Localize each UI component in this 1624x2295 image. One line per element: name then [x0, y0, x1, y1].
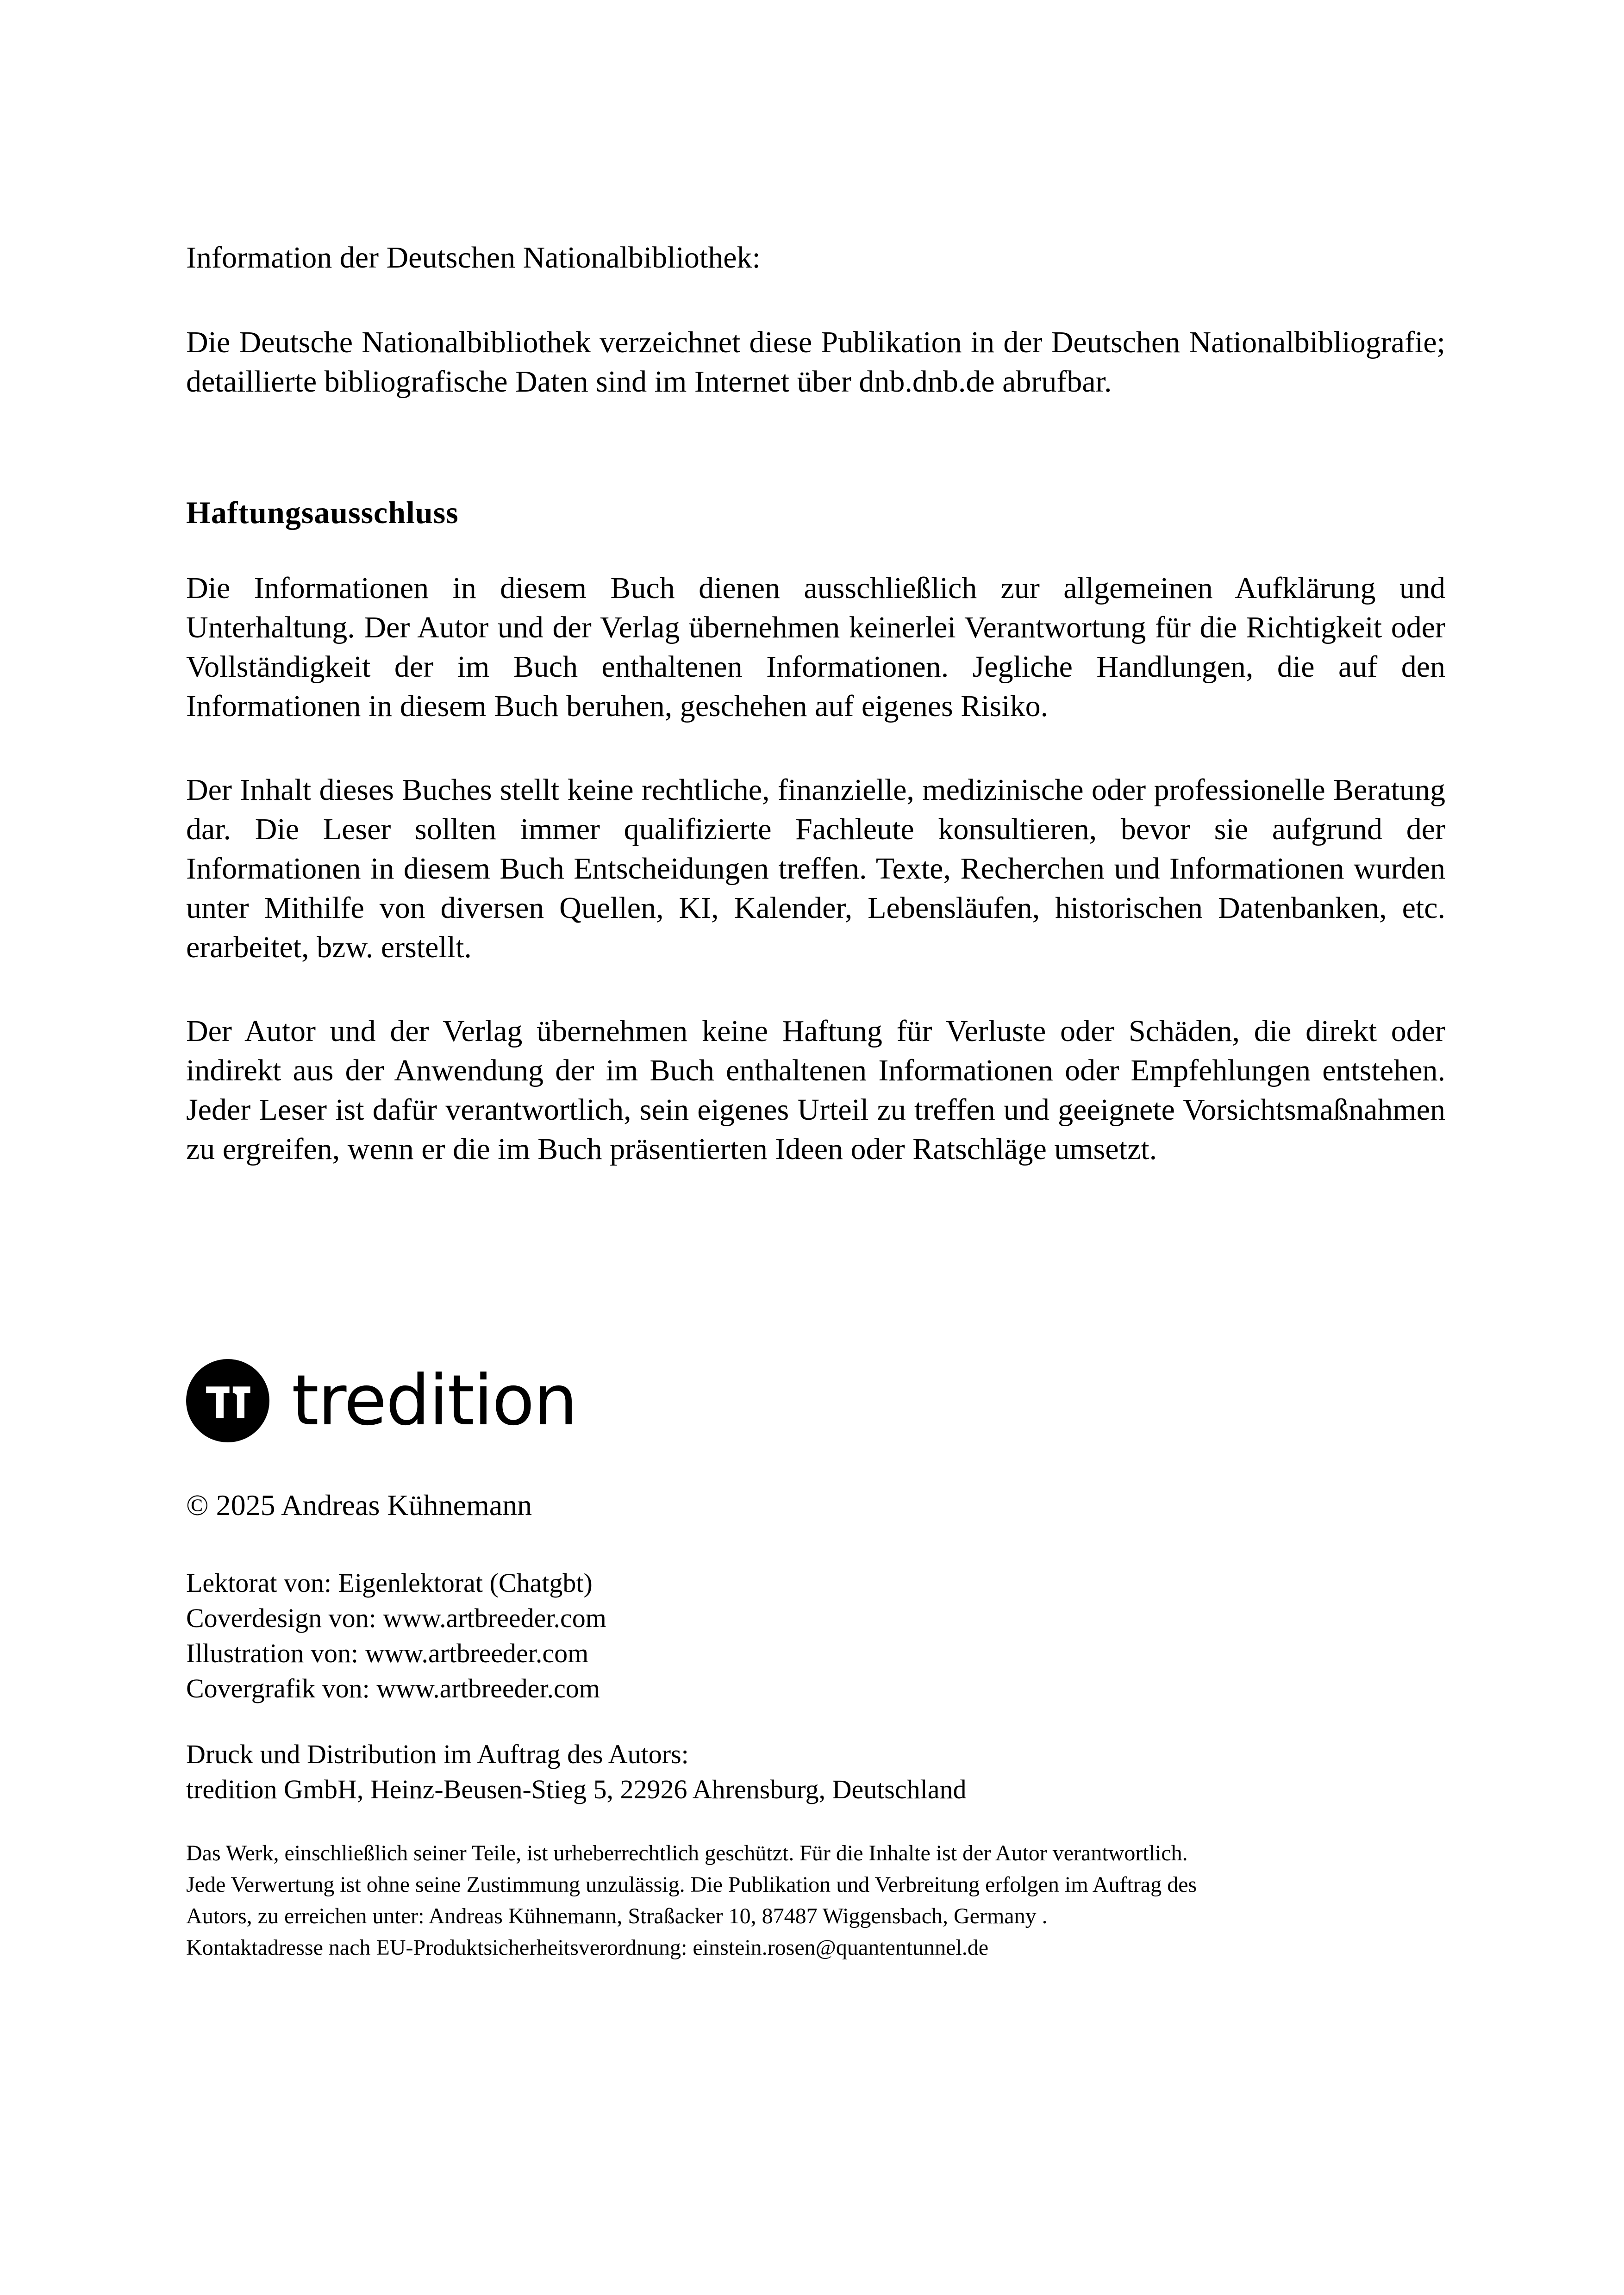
- credit-line: Illustration von: www.artbreeder.com: [186, 1638, 589, 1668]
- publisher-logo: [186, 1359, 577, 1442]
- tredition-logo-icon: [186, 1359, 269, 1442]
- legal-line: Autors, zu erreichen unter: Andreas Kühnemann, Straßacker 10, 87487 Wiggensbach, Germany .: [186, 1904, 1048, 1928]
- cip-body: Die Deutsche Nationalbibliothek verzeichnet diese Publikation in der Deutschen Nationalbibliografie; detaillierte bibliografische Daten sind im Internet über dnb.dnb.de abrufbar.: [186, 325, 1445, 399]
- credit-line: Coverdesign von: www.artbreeder.com: [186, 1603, 606, 1633]
- copyright-notice: © 2025 Andreas Kühnemann: [186, 1489, 532, 1522]
- legal-line: Das Werk, einschließlich seiner Teile, ist urheberrechtlich geschützt. Für die Inhalte ist der Autor verantwortlich.: [186, 1841, 1188, 1865]
- logo-wordmark: tredition: [292, 1360, 577, 1441]
- disclaimer-paragraph: Der Autor und der Verlag übernehmen keine Haftung für Verluste oder Schäden, die direkt oder indirekt aus der Anwendung der im Buch enthaltenen Informationen oder Empfehlungen entstehen. Jeder Leser ist dafür verantwortlich, sein eigenes Urteil zu treffen und geeignete Vorsichtsmaßnahmen zu ergreifen, wenn er die im Buch präsentierten Ideen oder Ratschläge umsetzt.: [186, 1014, 1445, 1166]
- printing-line: tredition GmbH, Heinz-Beusen-Stieg 5, 22926 Ahrensburg, Deutschland: [186, 1774, 967, 1804]
- credits-block: [186, 1565, 1445, 1706]
- printing-line: Druck und Distribution im Auftrag des Autors:: [186, 1739, 689, 1769]
- disclaimer-paragraph: Der Inhalt dieses Buches stellt keine rechtliche, finanzielle, medizinische oder professionelle Beratung dar. Die Leser sollten immer qualifizierte Fachleute konsultieren, bevor sie aufgrund der Informationen in diesem Buch Entscheidungen treffen. Texte, Recherchen und Informationen wurden unter Mithilfe von diversen Quellen, KI, Kalender, Lebensläufen, historischen Datenbanken, etc. erarbeitet, bzw. erstellt.: [186, 773, 1445, 964]
- printing-block: [186, 1737, 1445, 1807]
- credit-line: Lektorat von: Eigenlektorat (Chatgbt): [186, 1568, 593, 1598]
- disclaimer-heading: Haftungsausschluss: [186, 495, 459, 530]
- legal-notice: [186, 1838, 1445, 1964]
- legal-line: Jede Verwertung ist ohne seine Zustimmung unzulässig. Die Publikation und Verbreitung erfolgen im Auftrag des: [186, 1872, 1197, 1897]
- cip-title: Information der Deutschen Nationalbibliothek:: [186, 241, 761, 274]
- credit-line: Covergrafik von: www.artbreeder.com: [186, 1673, 600, 1703]
- legal-line: Kontaktadresse nach EU-Produktsicherheitsverordnung: einstein.rosen@quantentunnel.de: [186, 1935, 989, 1960]
- disclaimer-paragraph: Die Informationen in diesem Buch dienen ausschließlich zur allgemeinen Aufklärung und Unterhaltung. Der Autor und der Verlag übernehmen keinerlei Verantwortung für die Richtigkeit oder Vollständigkeit der im Buch enthaltenen Informationen. Jegliche Handlungen, die auf den Informationen in diesem Buch beruhen, geschehen auf eigenes Risiko.: [186, 571, 1445, 723]
